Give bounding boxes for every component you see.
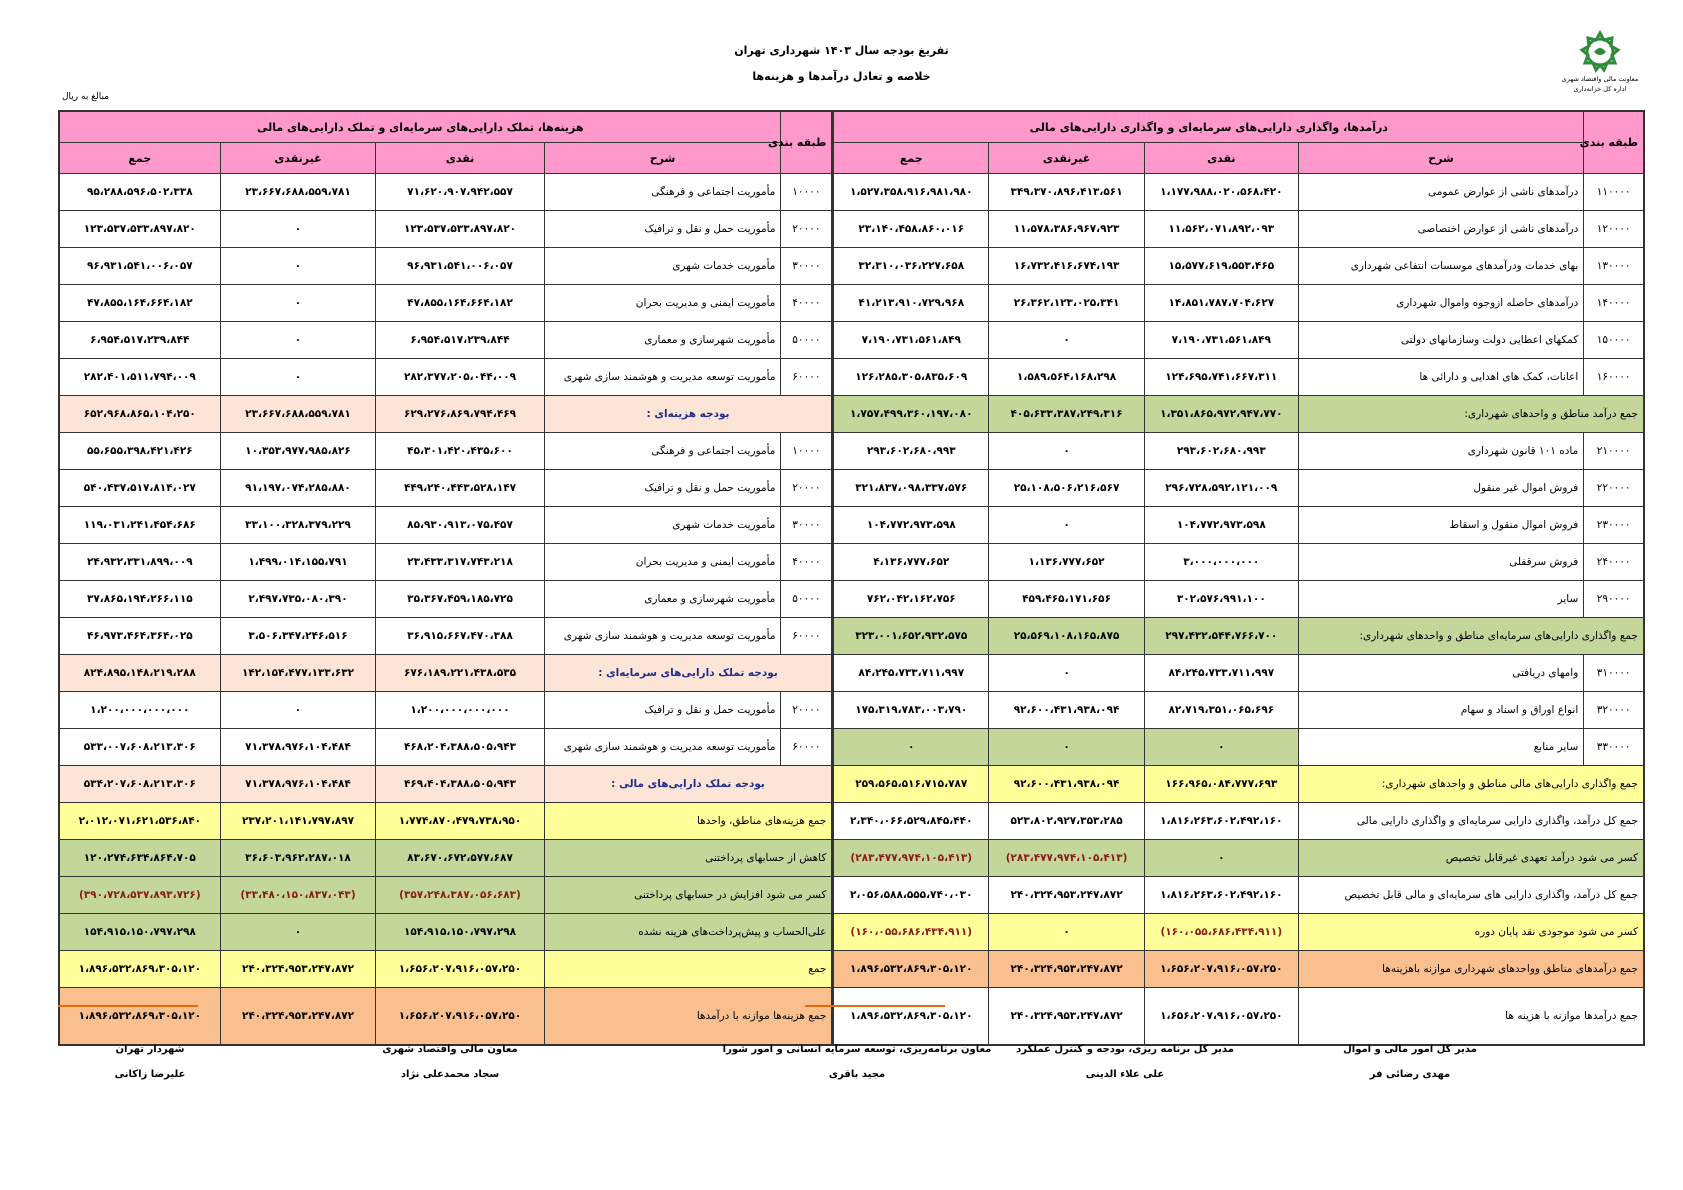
expense-cash-header: نقدی: [376, 143, 544, 174]
expense-cash-cell: ۸۳،۶۷۰،۶۷۲،۵۷۷،۶۸۷: [376, 840, 544, 877]
signature-title: معاون مالی واقتصاد شهری: [382, 1044, 518, 1055]
income-code-cell: ۱۶۰۰۰۰: [1584, 359, 1644, 396]
expense-summary-label: علی‌الحساب و پیش‌پرداخت‌های هزینه نشده: [544, 914, 833, 951]
expense-noncash-cell: (۳۳،۴۸۰،۱۵۰،۸۳۷،۰۴۳): [220, 877, 376, 914]
income-desc-header: شرح: [1298, 143, 1584, 174]
expense-desc-cell: مأموریت خدمات شهری: [544, 248, 781, 285]
income-noncash-cell: ۴۰۵،۶۳۳،۳۸۷،۲۴۹،۳۱۶: [989, 396, 1145, 433]
income-desc-cell: وامهای دریافتی: [1298, 655, 1584, 692]
income-total-cell: ۷۶۲،۰۴۲،۱۶۲،۷۵۶: [833, 581, 989, 618]
income-cash-cell: ۸۴،۲۴۵،۷۳۳،۷۱۱،۹۹۷: [1144, 655, 1298, 692]
signature-name: سجاد محمدعلی نژاد: [400, 1069, 500, 1080]
expense-desc-cell: مأموریت حمل و نقل و ترافیک: [544, 470, 781, 507]
expense-cash-cell: ۱،۷۷۴،۸۷۰،۴۷۹،۷۳۸،۹۵۰: [376, 803, 544, 840]
income-noncash-cell: (۲۸۳،۴۷۷،۹۷۴،۱۰۵،۴۱۳): [989, 840, 1145, 877]
expense-group-header: هزینه‌ها، تملک دارایی‌های سرمایه‌ای و تملک دارایی‌های مالی: [59, 111, 781, 143]
income-desc-cell: درآمدهای ناشی از عوارض اختصاصی: [1298, 211, 1584, 248]
expense-noncash-cell: ۰: [220, 692, 376, 729]
income-desc-cell: درآمدهای حاصله ازوجوه واموال شهرداری: [1298, 285, 1584, 322]
income-code-cell: ۲۴۰۰۰۰: [1584, 544, 1644, 581]
expense-total-cell: ۲۴،۹۳۲،۳۳۱،۸۹۹،۰۰۹: [59, 544, 220, 581]
footer-rule-left: [58, 1005, 198, 1007]
table-row: [59, 322, 1644, 359]
income-summary-label: جمع درآمدهای مناطق وواحدهای شهرداری موازنه باهزینه‌ها: [1298, 951, 1644, 988]
expense-summary-label: بودجه تملک دارایی‌های مالی :: [544, 766, 833, 803]
expense-total-cell: ۲۸۲،۴۰۱،۵۱۱،۷۹۴،۰۰۹: [59, 359, 220, 396]
income-cash-cell: ۳،۰۰۰،۰۰۰،۰۰۰: [1144, 544, 1298, 581]
expense-desc-cell: مأموریت اجتماعی و فرهنگی: [544, 174, 781, 211]
income-cash-cell: ۱،۸۱۶،۲۶۳،۶۰۲،۴۹۲،۱۶۰: [1144, 877, 1298, 914]
income-total-header: جمع: [833, 143, 989, 174]
expense-total-cell: ۱۱۹،۰۳۱،۲۴۱،۴۵۴،۶۸۶: [59, 507, 220, 544]
expense-desc-cell: مأموریت حمل و نقل و ترافیک: [544, 211, 781, 248]
income-cash-cell: ۲۹۷،۴۳۲،۵۴۴،۷۶۶،۷۰۰: [1144, 618, 1298, 655]
expense-desc-cell: مأموریت ایمنی و مدیریت بحران: [544, 544, 781, 581]
signature-title: مدیر کل امور مالی و اموال: [1343, 1044, 1477, 1055]
income-cash-cell: ۳۰۲،۵۷۶،۹۹۱،۱۰۰: [1144, 581, 1298, 618]
expense-total-cell: ۵۳۳،۰۰۷،۶۰۸،۲۱۳،۳۰۶: [59, 729, 220, 766]
income-noncash-cell: ۲۴۰،۳۲۴،۹۵۳،۲۴۷،۸۷۲: [989, 877, 1145, 914]
expense-desc-cell: مأموریت حمل و نقل و ترافیک: [544, 692, 781, 729]
income-cash-header: نقدی: [1144, 143, 1298, 174]
income-cash-cell: ۱۵،۵۷۷،۶۱۹،۵۵۳،۴۶۵: [1144, 248, 1298, 285]
unit-note: مبالغ به ریال: [62, 92, 109, 102]
expense-total-cell: ۵۴۰،۴۳۷،۵۱۷،۸۱۴،۰۲۷: [59, 470, 220, 507]
table-row: [59, 174, 1644, 211]
income-code-header: طبقه بندی: [1584, 111, 1644, 174]
expense-noncash-cell: ۰: [220, 914, 376, 951]
expense-noncash-cell: ۱،۴۹۹،۰۱۴،۱۵۵،۷۹۱: [220, 544, 376, 581]
expense-desc-cell: مأموریت شهرسازی و معماری: [544, 322, 781, 359]
expense-code-cell: ۴۰۰۰۰: [781, 285, 833, 322]
income-total-cell: ۸۴،۲۴۵،۷۳۳،۷۱۱،۹۹۷: [833, 655, 989, 692]
table-row: [59, 359, 1644, 396]
income-desc-cell: اعانات، کمک های اهدایی و دارائی ها: [1298, 359, 1584, 396]
expense-cash-cell: ۱۵۴،۹۱۵،۱۵۰،۷۹۷،۲۹۸: [376, 914, 544, 951]
expense-total-cell: ۳۷،۸۶۵،۱۹۴،۲۶۶،۱۱۵: [59, 581, 220, 618]
expense-cash-cell: ۴۵،۳۰۱،۴۲۰،۴۳۵،۶۰۰: [376, 433, 544, 470]
income-summary-label: جمع واگذاری دارایی‌های سرمایه‌ای مناطق و واحدهای شهرداری:: [1298, 618, 1644, 655]
expense-code-cell: ۶۰۰۰۰: [781, 618, 833, 655]
income-total-cell: ۲۳،۱۴۰،۴۵۸،۸۶۰،۰۱۶: [833, 211, 989, 248]
expense-cash-cell: ۳۵،۳۶۷،۴۵۹،۱۸۵،۷۲۵: [376, 581, 544, 618]
income-total-cell: ۳۲۱،۸۳۷،۰۹۸،۳۳۷،۵۷۶: [833, 470, 989, 507]
income-summary-label: جمع کل درآمد، واگذاری دارایی سرمایه‌ای و واگذاری دارایی مالی: [1298, 803, 1644, 840]
expense-total-cell: ۹۵،۲۸۸،۵۹۶،۵۰۲،۳۳۸: [59, 174, 220, 211]
income-cash-cell: ۱،۶۵۶،۲۰۷،۹۱۶،۰۵۷،۲۵۰: [1144, 951, 1298, 988]
expense-cash-cell: ۶۲۹،۲۷۶،۸۶۹،۷۹۴،۴۶۹: [376, 396, 544, 433]
income-cash-cell: ۱،۱۷۷،۹۸۸،۰۲۰،۵۶۸،۴۲۰: [1144, 174, 1298, 211]
expense-noncash-cell: ۱۴۲،۱۵۴،۴۷۷،۱۳۳،۶۳۲: [220, 655, 376, 692]
income-code-cell: ۱۴۰۰۰۰: [1584, 285, 1644, 322]
income-total-cell: (۲۸۳،۴۷۷،۹۷۴،۱۰۵،۴۱۳): [833, 840, 989, 877]
income-noncash-cell: ۰: [989, 655, 1145, 692]
income-cash-cell: ۱،۸۱۶،۲۶۳،۶۰۲،۴۹۲،۱۶۰: [1144, 803, 1298, 840]
expense-desc-cell: مأموریت شهرسازی و معماری: [544, 581, 781, 618]
signature-block: [1005, 1044, 1245, 1080]
income-desc-cell: انواع اوراق و اسناد و سهام: [1298, 692, 1584, 729]
expense-code-cell: ۱۰۰۰۰: [781, 433, 833, 470]
expense-total-cell: ۴۶،۹۷۳،۴۶۴،۳۶۴،۰۲۵: [59, 618, 220, 655]
expense-code-cell: ۴۰۰۰۰: [781, 544, 833, 581]
signature-block: [330, 1044, 570, 1080]
signature-block: [1290, 1044, 1530, 1080]
expense-code-cell: ۳۰۰۰۰: [781, 507, 833, 544]
treasury-logo: [1555, 30, 1645, 100]
expense-noncash-cell: ۷۱،۳۷۸،۹۷۶،۱۰۴،۴۸۴: [220, 766, 376, 803]
income-code-cell: ۳۳۰۰۰۰: [1584, 729, 1644, 766]
expense-cash-cell: ۱،۶۵۶،۲۰۷،۹۱۶،۰۵۷،۲۵۰: [376, 988, 544, 1046]
expense-cash-cell: ۱،۲۰۰،۰۰۰،۰۰۰،۰۰۰: [376, 692, 544, 729]
income-desc-cell: ماده ۱۰۱ قانون شهرداری: [1298, 433, 1584, 470]
table-row: [59, 507, 1644, 544]
budget-summary-table: [58, 110, 1645, 1046]
income-desc-cell: کمکهای اعطایی دولت وسازمانهای دولتی: [1298, 322, 1584, 359]
income-cash-cell: (۱۶۰،۰۵۵،۶۸۶،۴۳۴،۹۱۱): [1144, 914, 1298, 951]
income-code-cell: ۱۳۰۰۰۰: [1584, 248, 1644, 285]
expense-total-cell: ۵۵،۶۵۵،۳۹۸،۴۲۱،۴۲۶: [59, 433, 220, 470]
expense-cash-cell: ۴۴۹،۲۴۰،۴۴۳،۵۲۸،۱۴۷: [376, 470, 544, 507]
income-total-cell: ۲،۰۵۶،۵۸۸،۵۵۵،۷۴۰،۰۳۰: [833, 877, 989, 914]
signature-title: شهردار تهران: [115, 1044, 185, 1055]
income-summary-label: جمع درآمد مناطق و واحدهای شهرداری:: [1298, 396, 1644, 433]
income-noncash-cell: ۳۴۹،۳۷۰،۸۹۶،۴۱۳،۵۶۱: [989, 174, 1145, 211]
income-noncash-cell: ۱،۵۸۹،۵۶۴،۱۶۸،۲۹۸: [989, 359, 1145, 396]
table-row: [59, 766, 1644, 803]
signature-title: معاون برنامه‌ریزی، توسعه سرمایه انسانی و امور شورا: [722, 1044, 992, 1055]
expense-noncash-header: غیرنقدی: [220, 143, 376, 174]
income-summary-label: جمع واگذاری دارایی‌های مالی مناطق و واحدهای شهرداری:: [1298, 766, 1644, 803]
table-row: [59, 544, 1644, 581]
income-total-cell: ۲۹۳،۶۰۲،۶۸۰،۹۹۳: [833, 433, 989, 470]
income-noncash-cell: ۰: [989, 433, 1145, 470]
income-summary-label: جمع درآمدها موازنه با هزینه ها: [1298, 988, 1644, 1046]
expense-noncash-cell: ۱۰،۳۵۳،۹۷۷،۹۸۵،۸۲۶: [220, 433, 376, 470]
signature-block: [30, 1044, 270, 1080]
expense-total-cell: ۱،۸۹۶،۵۳۲،۸۶۹،۳۰۵،۱۲۰: [59, 988, 220, 1046]
table-row: [59, 951, 1644, 988]
income-cash-cell: ۱۲۴،۶۹۵،۷۴۱،۶۶۷،۳۱۱: [1144, 359, 1298, 396]
income-total-cell: ۴،۱۳۶،۷۷۷،۶۵۲: [833, 544, 989, 581]
income-desc-cell: درآمدهای ناشی از عوارض عمومی: [1298, 174, 1584, 211]
income-total-cell: ۰: [833, 729, 989, 766]
expense-noncash-cell: ۲۴۰،۳۲۴،۹۵۳،۲۴۷،۸۷۲: [220, 951, 376, 988]
expense-total-cell: ۸۲۴،۸۹۵،۱۴۸،۲۱۹،۲۸۸: [59, 655, 220, 692]
expense-total-cell: ۶۵۲،۹۶۸،۸۶۵،۱۰۴،۲۵۰: [59, 396, 220, 433]
expense-code-cell: ۱۰۰۰۰: [781, 174, 833, 211]
logo-line-2: اداره کل خزانه‌داری: [1573, 85, 1627, 93]
income-summary-label: کسر می شود درآمد تعهدی غیرقابل تخصیص: [1298, 840, 1644, 877]
signature-name: مهدی رضائی فر: [1369, 1069, 1451, 1080]
income-noncash-cell: ۴۵۹،۴۶۵،۱۷۱،۶۵۶: [989, 581, 1145, 618]
expense-noncash-cell: ۲۳۷،۲۰۱،۱۴۱،۷۹۷،۸۹۷: [220, 803, 376, 840]
column-header-row: [59, 143, 1644, 174]
income-group-header: درآمدها، واگذاری دارایی‌های سرمایه‌ای و واگذاری دارایی‌های مالی: [833, 111, 1584, 143]
expense-cash-cell: ۲۳،۴۳۳،۳۱۷،۷۴۳،۲۱۸: [376, 544, 544, 581]
expense-total-cell: (۳۹۰،۷۲۸،۵۳۷،۸۹۳،۷۲۶): [59, 877, 220, 914]
income-total-cell: ۷،۱۹۰،۷۳۱،۵۶۱،۸۴۹: [833, 322, 989, 359]
income-cash-cell: ۱۶۶،۹۶۵،۰۸۴،۷۷۷،۶۹۳: [1144, 766, 1298, 803]
expense-summary-label: جمع هزینه‌های مناطق، واحدها: [544, 803, 833, 840]
income-total-cell: ۱،۷۵۷،۴۹۹،۳۶۰،۱۹۷،۰۸۰: [833, 396, 989, 433]
income-cash-cell: ۱،۳۵۱،۸۶۵،۹۷۲،۹۴۷،۷۷۰: [1144, 396, 1298, 433]
expense-noncash-cell: ۲۳،۶۶۷،۶۸۸،۵۵۹،۷۸۱: [220, 396, 376, 433]
expense-cash-cell: ۴۶۹،۴۰۴،۳۸۸،۵۰۵،۹۴۳: [376, 766, 544, 803]
expense-total-cell: ۱،۸۹۶،۵۳۲،۸۶۹،۳۰۵،۱۲۰: [59, 951, 220, 988]
expense-noncash-cell: ۰: [220, 211, 376, 248]
table-row: [59, 248, 1644, 285]
expense-summary-label: بودجه هزینه‌ای :: [544, 396, 833, 433]
income-total-cell: (۱۶۰،۰۵۵،۶۸۶،۴۳۴،۹۱۱): [833, 914, 989, 951]
income-code-cell: ۲۲۰۰۰۰: [1584, 470, 1644, 507]
income-cash-cell: ۲۹۳،۶۰۲،۶۸۰،۹۹۳: [1144, 433, 1298, 470]
income-code-cell: ۲۱۰۰۰۰: [1584, 433, 1644, 470]
table-row: [59, 618, 1644, 655]
income-code-cell: ۳۲۰۰۰۰: [1584, 692, 1644, 729]
income-desc-cell: فروش اموال منقول و اسقاط: [1298, 507, 1584, 544]
income-noncash-cell: ۵۲۳،۸۰۲،۹۲۷،۳۵۳،۲۸۵: [989, 803, 1145, 840]
expense-code-cell: ۶۰۰۰۰: [781, 359, 833, 396]
income-noncash-cell: ۹۲،۶۰۰،۴۳۱،۹۳۸،۰۹۴: [989, 692, 1145, 729]
expense-total-cell: ۴۷،۸۵۵،۱۶۴،۶۶۴،۱۸۲: [59, 285, 220, 322]
expense-noncash-cell: ۳،۵۰۶،۳۴۷،۲۴۶،۵۱۶: [220, 618, 376, 655]
income-desc-cell: فروش سرقفلی: [1298, 544, 1584, 581]
income-cash-cell: ۸۲،۷۱۹،۳۵۱،۰۶۵،۶۹۶: [1144, 692, 1298, 729]
table-row: [59, 803, 1644, 840]
income-noncash-cell: ۲۴۰،۳۲۴،۹۵۳،۲۴۷،۸۷۲: [989, 988, 1145, 1046]
expense-cash-cell: ۲۸۲،۳۷۷،۲۰۵،۰۴۴،۰۰۹: [376, 359, 544, 396]
income-noncash-cell: ۰: [989, 507, 1145, 544]
income-noncash-header: غیرنقدی: [989, 143, 1145, 174]
page-title: تفریغ بودجه سال ۱۴۰۳ شهرداری تهران: [734, 44, 949, 57]
income-code-cell: ۳۱۰۰۰۰: [1584, 655, 1644, 692]
expense-desc-header: شرح: [544, 143, 781, 174]
expense-noncash-cell: ۲۴۰،۳۲۴،۹۵۳،۲۴۷،۸۷۲: [220, 988, 376, 1046]
emblem-icon: [1570, 30, 1630, 74]
income-code-cell: ۱۵۰۰۰۰: [1584, 322, 1644, 359]
income-desc-cell: سایر: [1298, 581, 1584, 618]
expense-summary-label: بودجه تملک دارایی‌های سرمایه‌ای :: [544, 655, 833, 692]
expense-desc-cell: مأموریت خدمات شهری: [544, 507, 781, 544]
income-total-cell: ۱۰۴،۷۷۲،۹۷۳،۵۹۸: [833, 507, 989, 544]
expense-summary-label: جمع هزینه‌ها موازنه با درآمدها: [544, 988, 833, 1046]
income-code-cell: ۲۳۰۰۰۰: [1584, 507, 1644, 544]
expense-total-cell: ۵۳۴،۲۰۷،۶۰۸،۲۱۳،۳۰۶: [59, 766, 220, 803]
expense-total-cell: ۶،۹۵۴،۵۱۷،۲۳۹،۸۴۴: [59, 322, 220, 359]
group-header-row: [59, 111, 1644, 143]
income-noncash-cell: ۲۴۰،۳۲۴،۹۵۳،۲۴۷،۸۷۲: [989, 951, 1145, 988]
income-noncash-cell: ۱،۱۳۶،۷۷۷،۶۵۲: [989, 544, 1145, 581]
footer-rule-mid: [805, 1005, 945, 1007]
signature-name: مجید باقری: [828, 1069, 886, 1080]
income-cash-cell: ۱۰۴،۷۷۲،۹۷۳،۵۹۸: [1144, 507, 1298, 544]
expense-noncash-cell: ۰: [220, 285, 376, 322]
expense-total-cell: ۹۶،۹۳۱،۵۴۱،۰۰۶،۰۵۷: [59, 248, 220, 285]
expense-desc-cell: مأموریت توسعه مدیریت و هوشمند سازی شهری: [544, 729, 781, 766]
income-cash-cell: ۱،۶۵۶،۲۰۷،۹۱۶،۰۵۷،۲۵۰: [1144, 988, 1298, 1046]
expense-noncash-cell: ۳۶،۶۰۳،۹۶۲،۲۸۷،۰۱۸: [220, 840, 376, 877]
expense-cash-cell: ۳۶،۹۱۵،۶۶۷،۴۷۰،۳۸۸: [376, 618, 544, 655]
signature-name: علیرضا زاکانی: [114, 1069, 186, 1080]
expense-desc-cell: مأموریت اجتماعی و فرهنگی: [544, 433, 781, 470]
income-noncash-cell: ۲۶،۳۶۲،۱۲۳،۰۲۵،۳۴۱: [989, 285, 1145, 322]
expense-desc-cell: مأموریت توسعه مدیریت و هوشمند سازی شهری: [544, 618, 781, 655]
table-row: [59, 211, 1644, 248]
income-code-cell: ۱۲۰۰۰۰: [1584, 211, 1644, 248]
table-row: [59, 692, 1644, 729]
table-row: [59, 914, 1644, 951]
income-desc-cell: فروش اموال غیر منقول: [1298, 470, 1584, 507]
expense-total-cell: ۱۲۰،۲۷۴،۶۳۴،۸۶۴،۷۰۵: [59, 840, 220, 877]
expense-noncash-cell: ۰: [220, 248, 376, 285]
expense-code-cell: ۶۰۰۰۰: [781, 729, 833, 766]
income-cash-cell: ۷،۱۹۰،۷۳۱،۵۶۱،۸۴۹: [1144, 322, 1298, 359]
signature-block: [712, 1044, 1002, 1080]
expense-code-header: طبقه بندی: [781, 111, 833, 174]
income-total-cell: ۳۲۳،۰۰۱،۶۵۲،۹۳۲،۵۷۵: [833, 618, 989, 655]
income-noncash-cell: ۲۵،۱۰۸،۵۰۶،۲۱۶،۵۶۷: [989, 470, 1145, 507]
expense-summary-label: کسر می شود افزایش در حسابهای پرداختنی: [544, 877, 833, 914]
income-total-cell: ۱،۸۹۶،۵۳۲،۸۶۹،۳۰۵،۱۲۰: [833, 951, 989, 988]
expense-noncash-cell: ۰: [220, 322, 376, 359]
income-noncash-cell: ۹۲،۶۰۰،۴۳۱،۹۳۸،۰۹۴: [989, 766, 1145, 803]
expense-cash-cell: ۷۱،۶۲۰،۹۰۷،۹۴۲،۵۵۷: [376, 174, 544, 211]
expense-cash-cell: ۱،۶۵۶،۲۰۷،۹۱۶،۰۵۷،۲۵۰: [376, 951, 544, 988]
expense-total-cell: ۲،۰۱۲،۰۷۱،۶۲۱،۵۳۶،۸۴۰: [59, 803, 220, 840]
expense-cash-cell: (۳۵۷،۲۴۸،۳۸۷،۰۵۶،۶۸۳): [376, 877, 544, 914]
income-total-cell: ۲۵۹،۵۶۵،۵۱۶،۷۱۵،۷۸۷: [833, 766, 989, 803]
expense-code-cell: ۲۰۰۰۰: [781, 470, 833, 507]
signature-name: علی علاء الدینی: [1085, 1069, 1165, 1080]
table-row: [59, 581, 1644, 618]
table-row: [59, 840, 1644, 877]
income-noncash-cell: ۱۶،۷۳۲،۴۱۶،۶۷۴،۱۹۳: [989, 248, 1145, 285]
income-noncash-cell: ۰: [989, 729, 1145, 766]
table-row: [59, 433, 1644, 470]
income-cash-cell: ۱۴،۸۵۱،۷۸۷،۷۰۴،۶۲۷: [1144, 285, 1298, 322]
expense-noncash-cell: ۲۳،۶۶۷،۶۸۸،۵۵۹،۷۸۱: [220, 174, 376, 211]
expense-cash-cell: ۸۵،۹۳۰،۹۱۳،۰۷۵،۴۵۷: [376, 507, 544, 544]
income-desc-cell: بهای خدمات ودرآمدهای موسسات انتفاعی شهرداری: [1298, 248, 1584, 285]
income-total-cell: ۱۷۵،۳۱۹،۷۸۳،۰۰۳،۷۹۰: [833, 692, 989, 729]
expense-noncash-cell: ۳۳،۱۰۰،۳۲۸،۳۷۹،۲۲۹: [220, 507, 376, 544]
expense-summary-label: جمع: [544, 951, 833, 988]
expense-total-cell: ۱،۲۰۰،۰۰۰،۰۰۰،۰۰۰: [59, 692, 220, 729]
table-row: [59, 396, 1644, 433]
expense-total-header: جمع: [59, 143, 220, 174]
expense-cash-cell: ۶،۹۵۴،۵۱۷،۲۳۹،۸۴۴: [376, 322, 544, 359]
expense-code-cell: ۲۰۰۰۰: [781, 211, 833, 248]
expense-code-cell: ۳۰۰۰۰: [781, 248, 833, 285]
expense-cash-cell: ۴۷،۸۵۵،۱۶۴،۶۶۴،۱۸۲: [376, 285, 544, 322]
expense-cash-cell: ۱۲۳،۵۳۷،۵۳۳،۸۹۷،۸۲۰: [376, 211, 544, 248]
table-row: [59, 729, 1644, 766]
income-total-cell: ۴۱،۲۱۳،۹۱۰،۷۲۹،۹۶۸: [833, 285, 989, 322]
expense-noncash-cell: ۰: [220, 359, 376, 396]
income-total-cell: ۲،۳۴۰،۰۶۶،۵۲۹،۸۴۵،۴۴۰: [833, 803, 989, 840]
income-noncash-cell: ۲۵،۵۶۹،۱۰۸،۱۶۵،۸۷۵: [989, 618, 1145, 655]
income-code-cell: ۱۱۰۰۰۰: [1584, 174, 1644, 211]
expense-code-cell: ۵۰۰۰۰: [781, 581, 833, 618]
expense-desc-cell: مأموریت توسعه مدیریت و هوشمند سازی شهری: [544, 359, 781, 396]
table-row: [59, 285, 1644, 322]
expense-code-cell: ۲۰۰۰۰: [781, 692, 833, 729]
expense-cash-cell: ۶۷۶،۱۸۹،۲۲۱،۴۳۸،۵۳۵: [376, 655, 544, 692]
expense-total-cell: ۱۵۴،۹۱۵،۱۵۰،۷۹۷،۲۹۸: [59, 914, 220, 951]
income-total-cell: ۱،۸۹۶،۵۳۲،۸۶۹،۳۰۵،۱۲۰: [833, 988, 989, 1046]
table-row: [59, 988, 1644, 1046]
expense-noncash-cell: ۲،۴۹۷،۷۳۵،۰۸۰،۳۹۰: [220, 581, 376, 618]
expense-cash-cell: ۹۶،۹۳۱،۵۴۱،۰۰۶،۰۵۷: [376, 248, 544, 285]
table-row: [59, 470, 1644, 507]
income-noncash-cell: ۰: [989, 914, 1145, 951]
income-code-cell: ۲۹۰۰۰۰: [1584, 581, 1644, 618]
income-noncash-cell: ۱۱،۵۷۸،۳۸۶،۹۶۷،۹۲۳: [989, 211, 1145, 248]
expense-desc-cell: مأموریت ایمنی و مدیریت بحران: [544, 285, 781, 322]
income-cash-cell: ۱۱،۵۶۲،۰۷۱،۸۹۲،۰۹۳: [1144, 211, 1298, 248]
income-noncash-cell: ۰: [989, 322, 1145, 359]
income-total-cell: ۱،۵۲۷،۳۵۸،۹۱۶،۹۸۱،۹۸۰: [833, 174, 989, 211]
expense-noncash-cell: ۹۱،۱۹۷،۰۷۴،۲۸۵،۸۸۰: [220, 470, 376, 507]
expense-code-cell: ۵۰۰۰۰: [781, 322, 833, 359]
page-subtitle: خلاصه و تعادل درآمدها و هزینه‌ها: [752, 70, 931, 83]
income-cash-cell: ۰: [1144, 840, 1298, 877]
income-total-cell: ۳۲،۳۱۰،۰۳۶،۲۲۷،۶۵۸: [833, 248, 989, 285]
expense-cash-cell: ۴۶۸،۲۰۴،۳۸۸،۵۰۵،۹۴۳: [376, 729, 544, 766]
expense-total-cell: ۱۲۳،۵۳۷،۵۳۳،۸۹۷،۸۲۰: [59, 211, 220, 248]
expense-noncash-cell: ۷۱،۳۷۸،۹۷۶،۱۰۴،۴۸۴: [220, 729, 376, 766]
logo-line-1: معاونت مالی واقتصاد شهری: [1561, 75, 1639, 83]
table-row: [59, 877, 1644, 914]
expense-summary-label: کاهش از حسابهای پرداختنی: [544, 840, 833, 877]
income-desc-cell: سایر منابع: [1298, 729, 1584, 766]
income-cash-cell: ۰: [1144, 729, 1298, 766]
income-summary-label: جمع کل درآمد، واگذاری دارایی های سرمایه‌ای و مالی قابل تخصیص: [1298, 877, 1644, 914]
income-cash-cell: ۲۹۶،۷۲۸،۵۹۲،۱۲۱،۰۰۹: [1144, 470, 1298, 507]
table-row: [59, 655, 1644, 692]
signature-title: مدیر کل برنامه ریزی، بودجه و کنترل عملکرد: [1016, 1044, 1234, 1055]
income-summary-label: کسر می شود موجودی نقد پایان دوره: [1298, 914, 1644, 951]
income-total-cell: ۱۲۶،۲۸۵،۳۰۵،۸۳۵،۶۰۹: [833, 359, 989, 396]
